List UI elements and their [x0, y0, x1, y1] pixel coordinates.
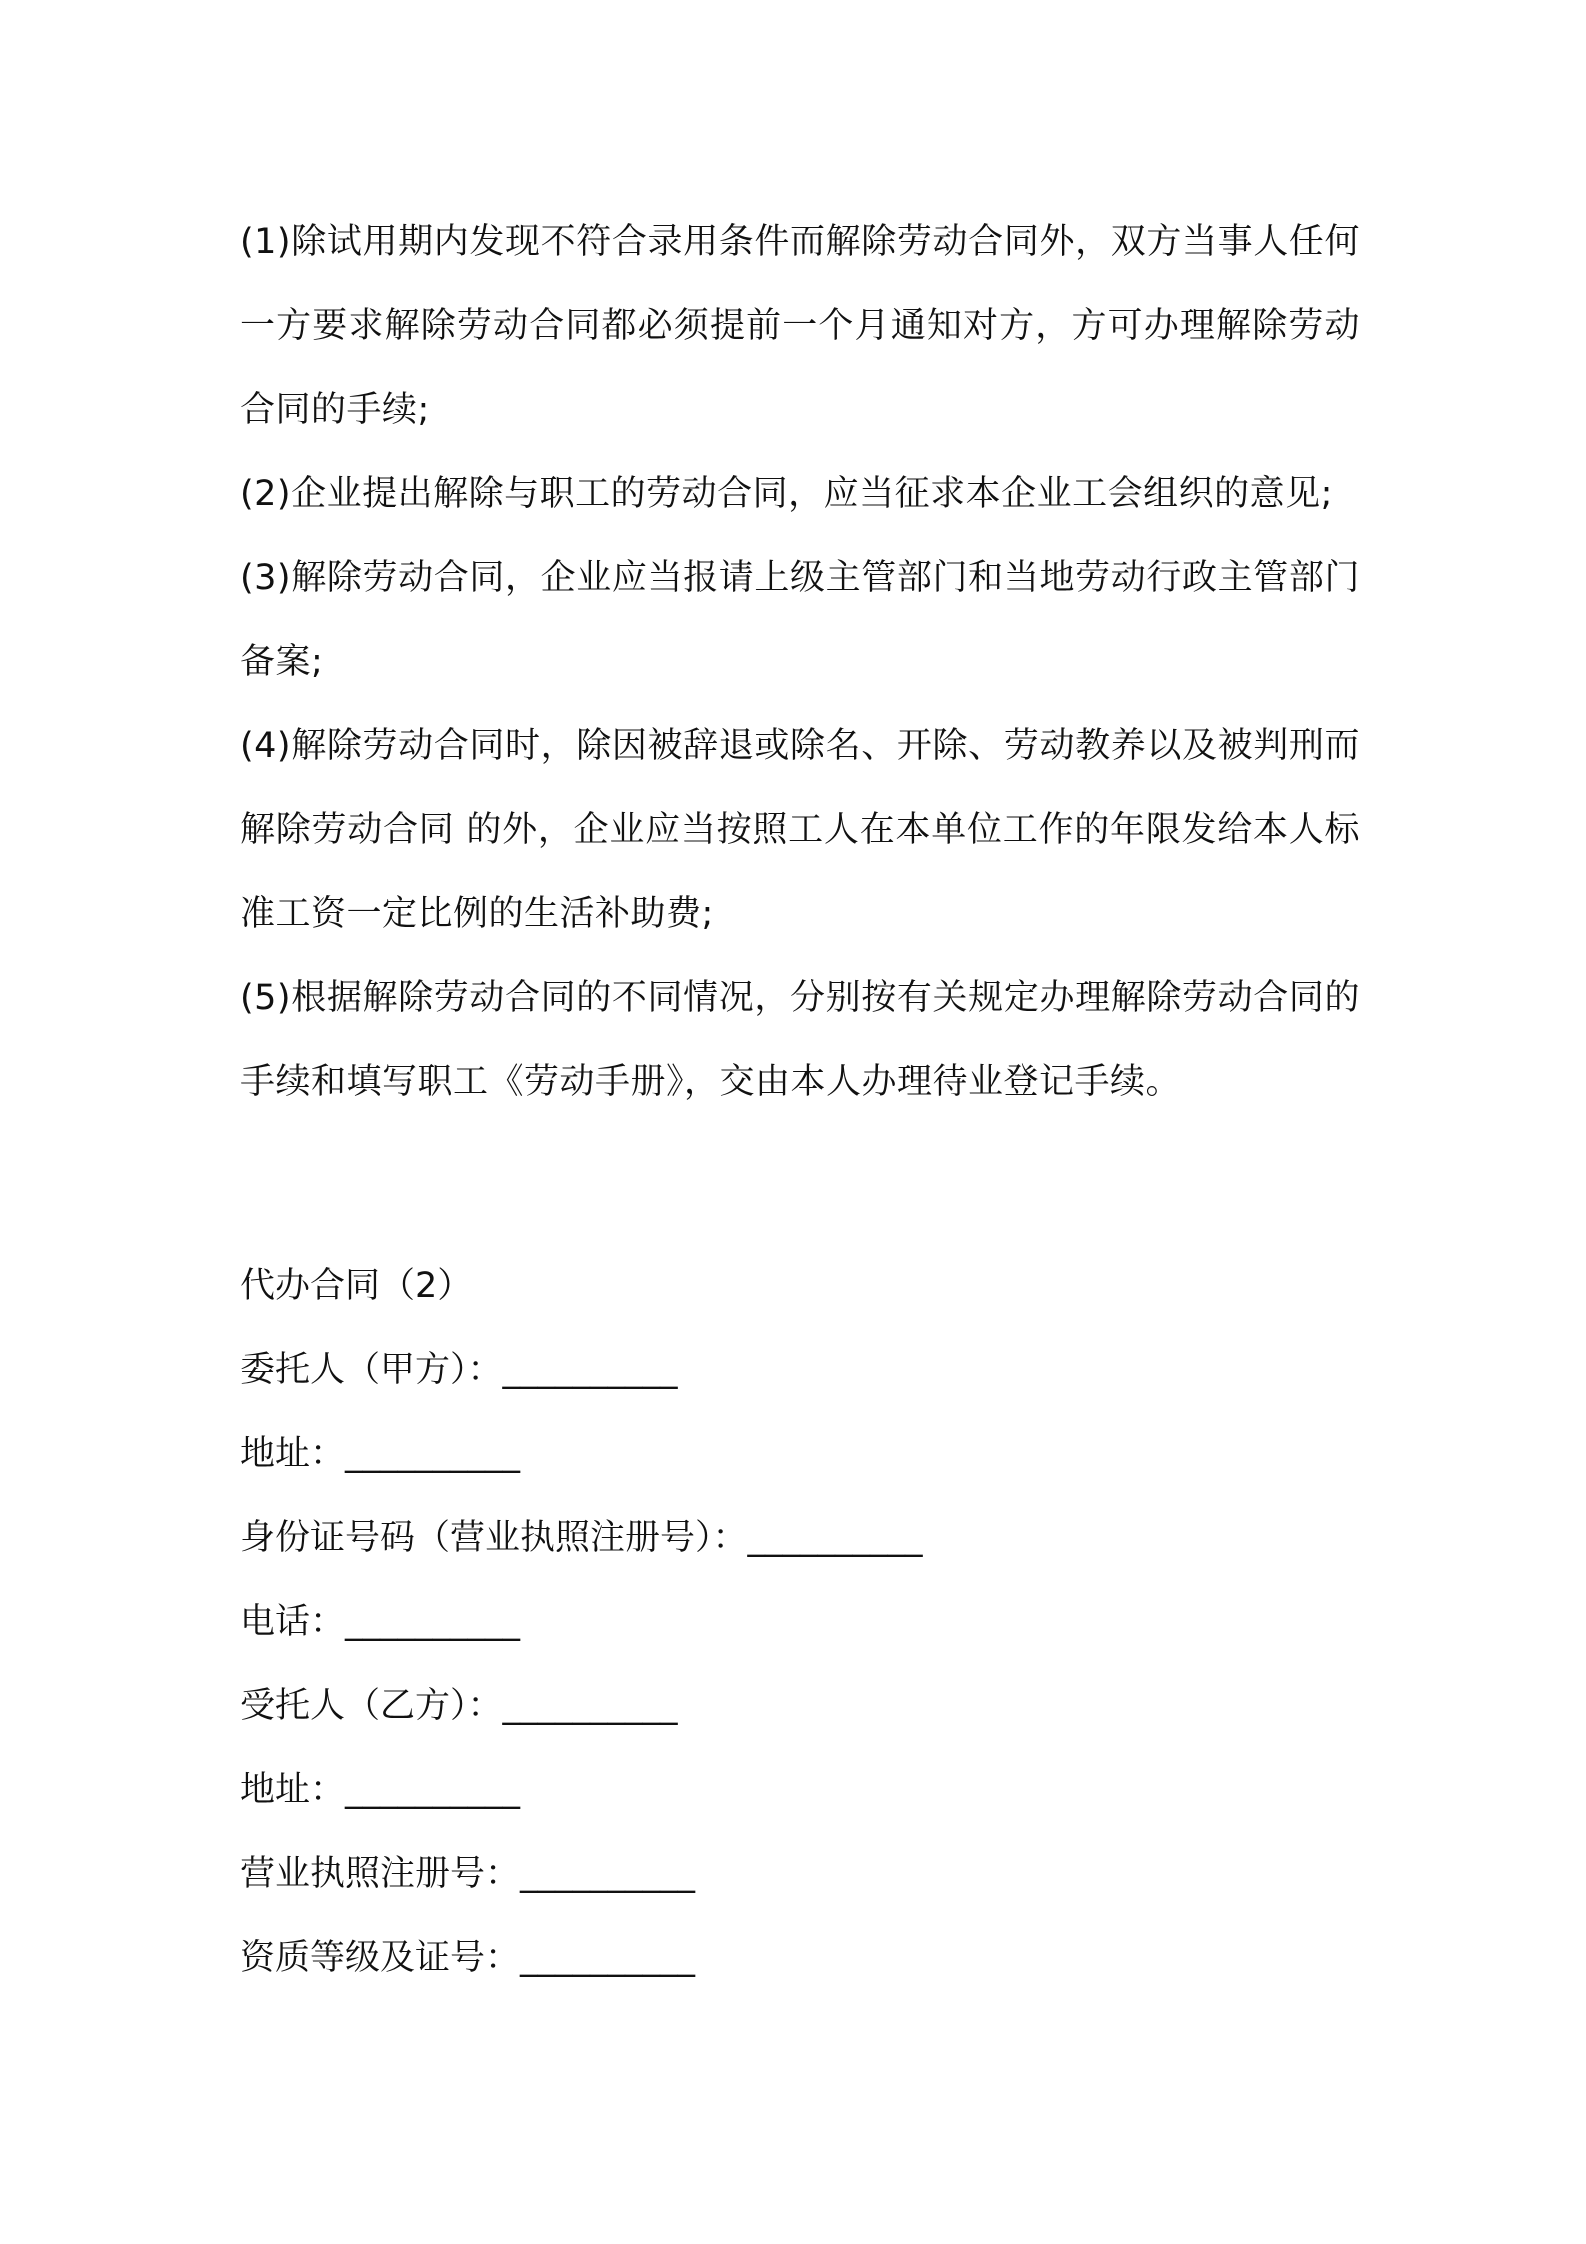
section-spacer: [240, 1124, 1360, 1244]
field-blank: __________: [345, 1434, 521, 1474]
field-principal-address: [240, 1412, 1360, 1496]
field-label: 营业执照注册号：: [240, 1854, 521, 1894]
field-label: 电话：: [240, 1602, 346, 1642]
field-label: 资质等级及证号：: [240, 1938, 521, 1978]
clause-1: (1)除试用期内发现不符合录用条件而解除劳动合同外，双方当事人任何一方要求解除劳动合同都必须提前一个月通知对方，方可办理解除劳动合同的手续;: [240, 222, 1360, 430]
field-blank: __________: [345, 1602, 521, 1642]
field-blank: __________: [520, 1854, 696, 1894]
field-blank: __________: [345, 1770, 521, 1810]
field-qualification: [240, 1916, 1360, 2000]
field-blank: __________: [502, 1350, 678, 1390]
clause-4: (4)解除劳动合同时，除因被辞退或除名、开除、劳动教养以及被判刑而解除劳动合同 的外，企业应当按照工人在本单位工作的年限发给本人标准工资一定比例的生活补助费;: [240, 726, 1360, 934]
field-id-number: [240, 1496, 1360, 1580]
field-agent: [240, 1664, 1360, 1748]
field-blank: __________: [520, 1938, 696, 1978]
field-label: 委托人（甲方）：: [240, 1350, 503, 1390]
field-label: 受托人（乙方）：: [240, 1686, 503, 1726]
field-business-license: [240, 1832, 1360, 1916]
contract-title: 代办合同（2）: [240, 1266, 473, 1306]
field-label: 身份证号码（营业执照注册号）：: [240, 1518, 748, 1558]
clause-5: (5)根据解除劳动合同的不同情况，分别按有关规定办理解除劳动合同的手续和填写职工《劳动手册》，交由本人办理待业登记手续。: [240, 978, 1360, 1102]
field-principal: [240, 1328, 1360, 1412]
field-phone: [240, 1580, 1360, 1664]
field-label: 地址：: [240, 1770, 346, 1810]
clause-2: (2)企业提出解除与职工的劳动合同，应当征求本企业工会组织的意见;: [240, 474, 1333, 514]
field-agent-address: [240, 1748, 1360, 1832]
field-blank: __________: [502, 1686, 678, 1726]
clause-3: (3)解除劳动合同，企业应当报请上级主管部门和当地劳动行政主管部门备案;: [240, 558, 1360, 682]
document-body: [240, 200, 1360, 2000]
field-label: 地址：: [240, 1434, 346, 1474]
field-blank: __________: [747, 1518, 923, 1558]
